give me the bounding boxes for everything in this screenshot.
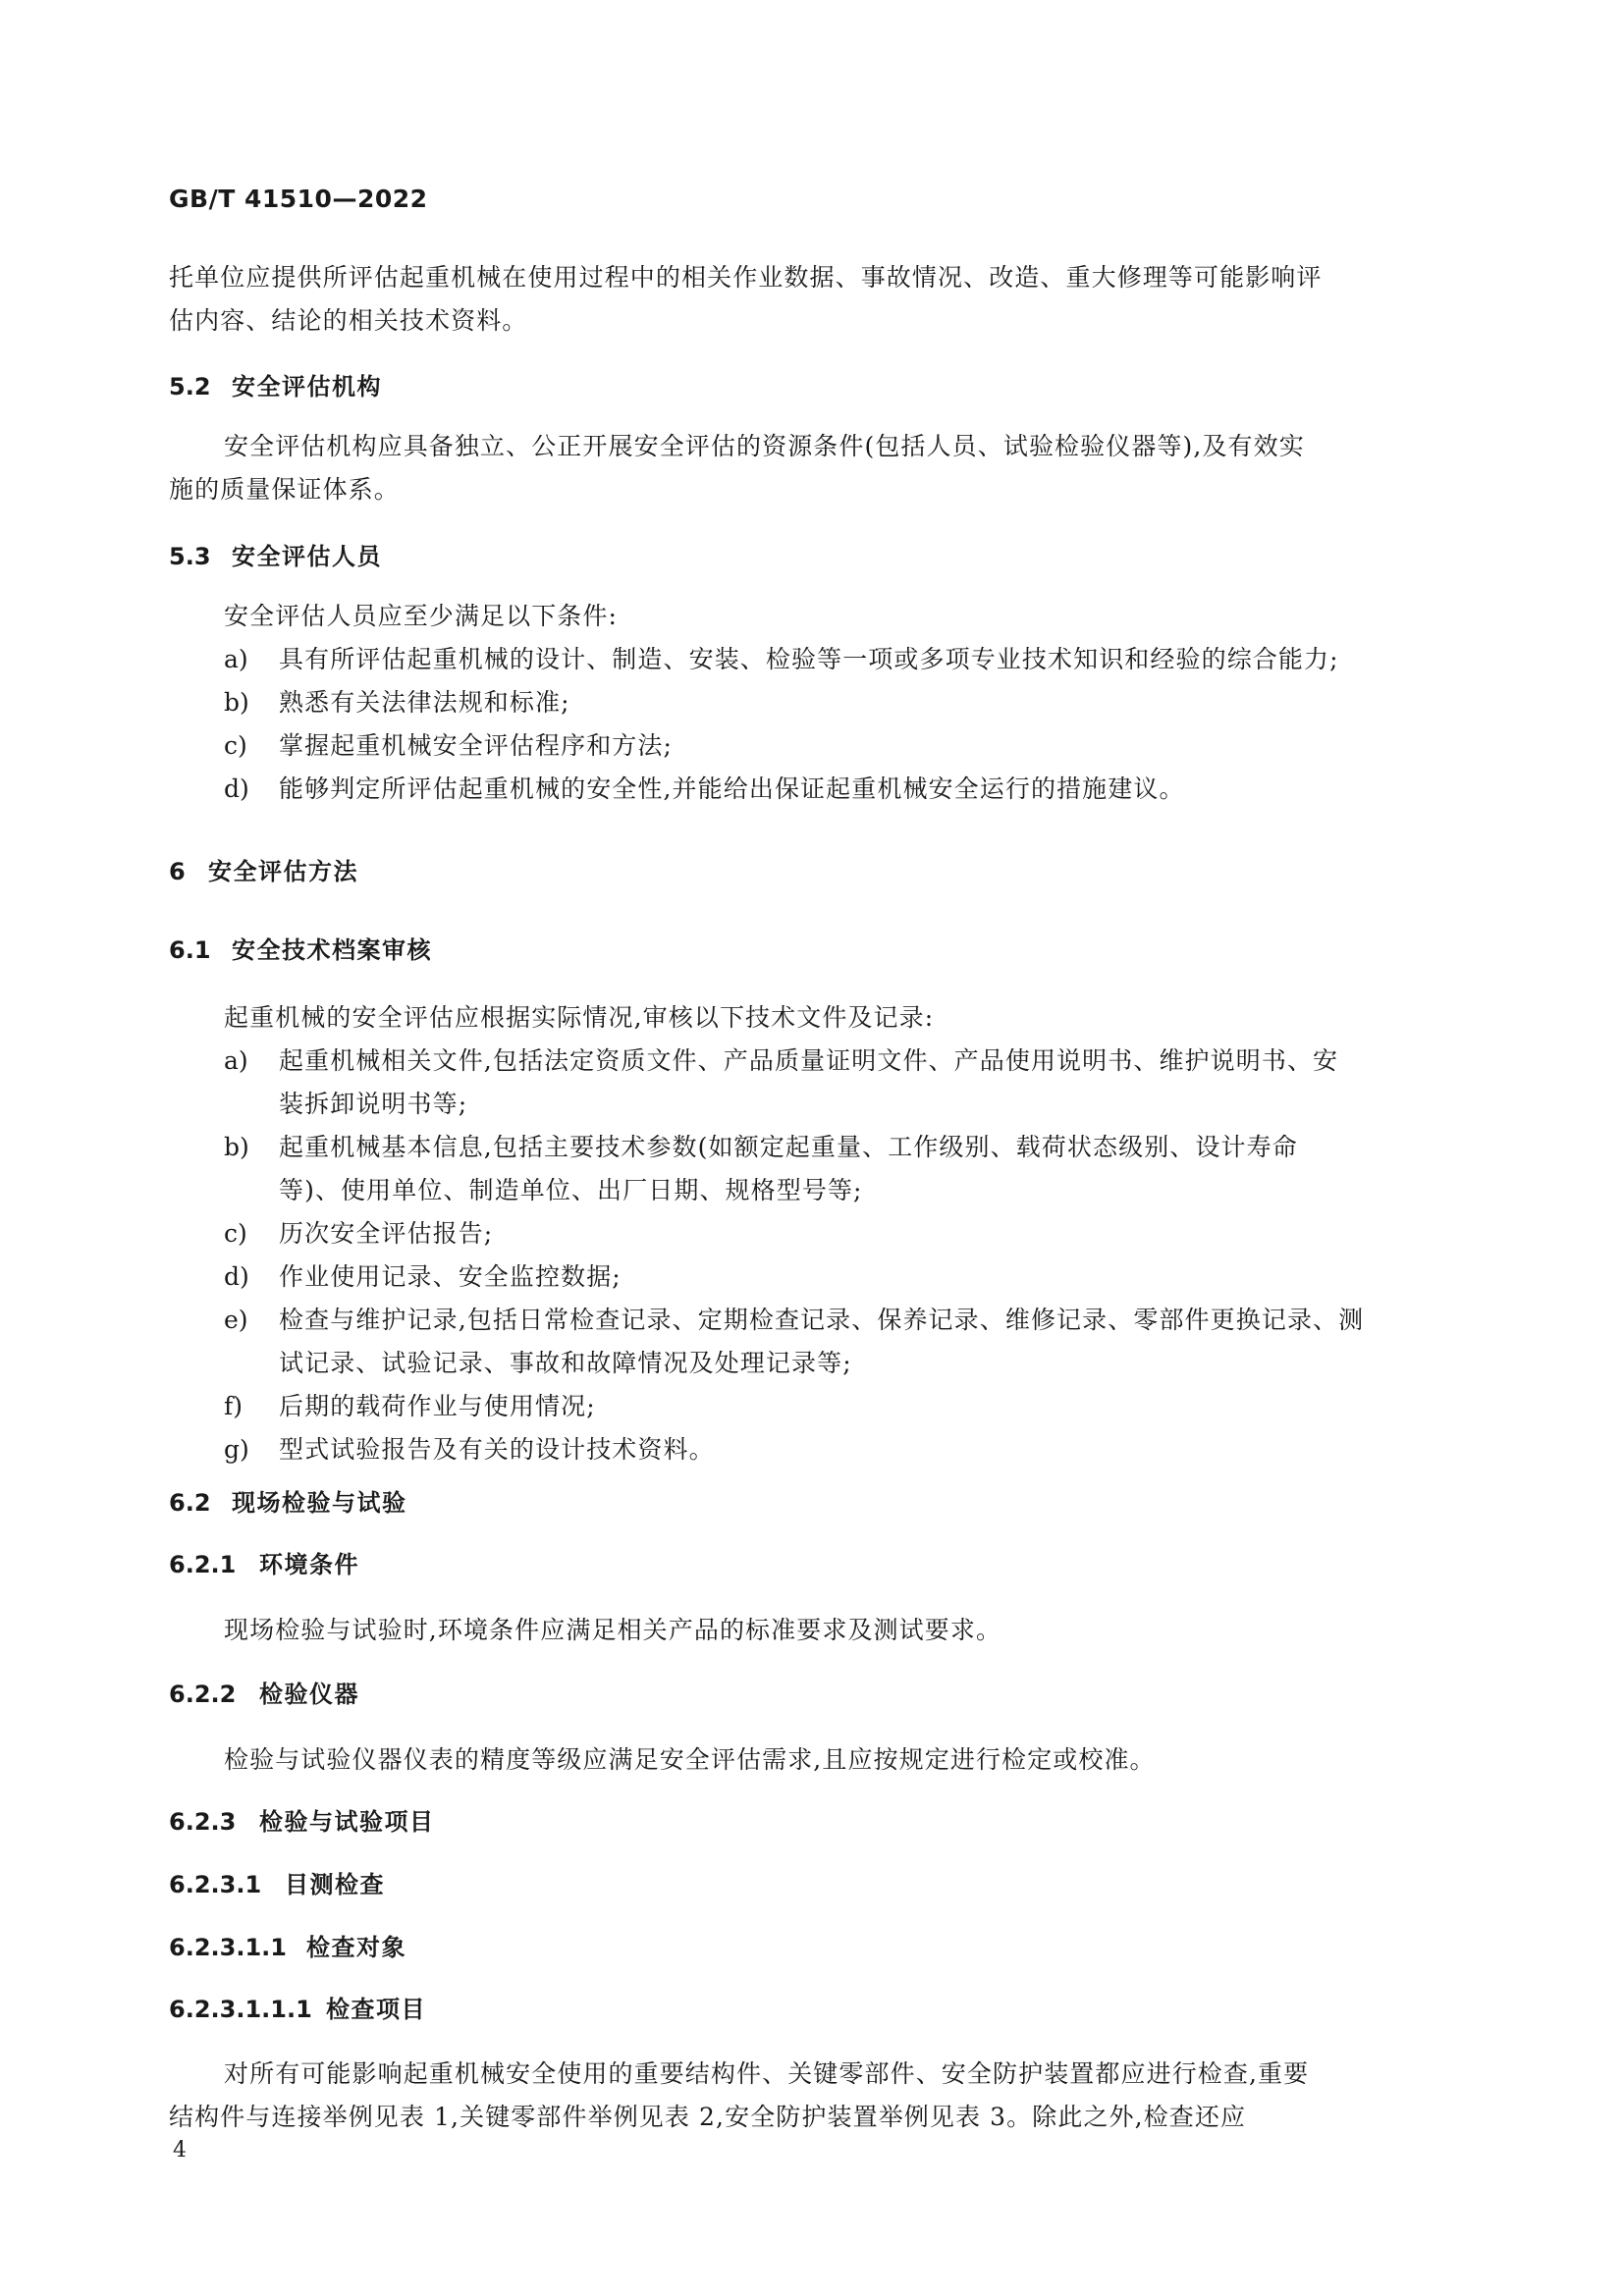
- list-item-label: a): [224, 645, 248, 673]
- list-item-text: 历次安全评估报告;: [279, 1219, 494, 1248]
- section-number: 6.2.1: [169, 1551, 237, 1578]
- section-title: 安全评估机构: [232, 373, 382, 400]
- paragraph-line: 检验与试验仪器仪表的精度等级应满足安全评估需求,且应按规定进行检定或校准。: [224, 1745, 1156, 1774]
- section-title: 检验仪器: [259, 1681, 359, 1708]
- list-item-text: 能够判定所评估起重机械的安全性,并能给出保证起重机械安全运行的措施建议。: [279, 774, 1185, 803]
- paragraph-line: 对所有可能影响起重机械安全使用的重要结构件、关键零部件、安全防护装置都应进行检查,重要: [224, 2059, 1310, 2088]
- page-number: 4: [173, 2138, 187, 2163]
- list-item-label: e): [224, 1306, 248, 1334]
- list-item-text: 起重机械基本信息,包括主要技术参数(如额定起重量、工作级别、载荷状态级别、设计寿命: [279, 1133, 1298, 1161]
- section-number: 6.2.3: [169, 1808, 237, 1836]
- section-heading-5-2: [169, 373, 382, 401]
- list-item-label: d): [224, 774, 249, 803]
- section-title: 检验与试验项目: [259, 1808, 435, 1836]
- section-title: 目测检查: [285, 1871, 385, 1898]
- section-number: 6.2.2: [169, 1681, 237, 1708]
- list-item-text: 熟悉有关法律法规和标准;: [279, 688, 570, 717]
- list-item-text: 起重机械相关文件,包括法定资质文件、产品质量证明文件、产品使用说明书、维护说明书、安: [279, 1046, 1339, 1075]
- section-title: 安全评估人员: [232, 543, 382, 570]
- list-item-text: 后期的载荷作业与使用情况;: [279, 1392, 596, 1420]
- section-heading-6-2-1: [169, 1551, 359, 1579]
- section-number: 6.1: [169, 936, 211, 964]
- list-item-label: f): [224, 1392, 243, 1420]
- paragraph-line: 估内容、结论的相关技术资料。: [169, 306, 528, 335]
- section-title: 检查对象: [306, 1934, 406, 1961]
- section-title: 环境条件: [259, 1551, 359, 1578]
- list-item-text: 掌握起重机械安全评估程序和方法;: [279, 731, 674, 760]
- section-heading-6-2-3-1-1: [169, 1934, 406, 1962]
- list-item-text: 检查与维护记录,包括日常检查记录、定期检查记录、保养记录、维修记录、零部件更换记录、测: [279, 1306, 1365, 1334]
- list-item-label: a): [224, 1046, 248, 1075]
- section-number: 5.2: [169, 373, 211, 400]
- list-item-label: c): [224, 731, 247, 760]
- section-title: 检查项目: [326, 1996, 426, 2023]
- paragraph-line: 起重机械的安全评估应根据实际情况,审核以下技术文件及记录:: [224, 1003, 935, 1032]
- section-number: 6: [169, 858, 186, 885]
- paragraph-line: 托单位应提供所评估起重机械在使用过程中的相关作业数据、事故情况、改造、重大修理等可能影响评: [169, 263, 1323, 292]
- list-item-text: 等)、使用单位、制造单位、出厂日期、规格型号等;: [279, 1176, 863, 1204]
- section-number: 6.2.3.1.1.1: [169, 1996, 312, 2023]
- section-heading-6: [169, 858, 358, 886]
- section-heading-6-2-3-1: [169, 1871, 385, 1899]
- section-title: 安全技术档案审核: [232, 936, 432, 964]
- section-heading-6-2-3-1-1-1: [169, 1996, 426, 2024]
- section-heading-6-2-2: [169, 1681, 359, 1709]
- list-item-text: 装拆卸说明书等;: [279, 1090, 468, 1118]
- section-heading-6-2-3: [169, 1808, 435, 1837]
- section-heading-6-1: [169, 936, 432, 965]
- section-number: 6.2: [169, 1489, 211, 1517]
- list-item-label: b): [224, 688, 249, 717]
- section-number: 6.2.3.1.1: [169, 1934, 287, 1961]
- list-item-label: d): [224, 1262, 249, 1291]
- list-item-label: c): [224, 1219, 247, 1248]
- paragraph-line: 安全评估人员应至少满足以下条件:: [224, 602, 619, 630]
- paragraph-line: 现场检验与试验时,环境条件应满足相关产品的标准要求及测试要求。: [224, 1616, 1002, 1644]
- section-number: 6.2.3.1: [169, 1871, 262, 1898]
- list-item-text: 型式试验报告及有关的设计技术资料。: [279, 1435, 715, 1464]
- paragraph-line: 施的质量保证体系。: [169, 475, 400, 504]
- section-heading-5-3: [169, 543, 382, 571]
- section-title: 安全评估方法: [208, 858, 358, 885]
- list-item-text: 具有所评估起重机械的设计、制造、安装、检验等一项或多项专业技术知识和经验的综合能力;: [279, 645, 1339, 673]
- paragraph-line: 安全评估机构应具备独立、公正开展安全评估的资源条件(包括人员、试验检验仪器等),及有效实: [224, 432, 1305, 460]
- section-number: 5.3: [169, 543, 211, 570]
- section-heading-6-2: [169, 1489, 407, 1518]
- standard-code: GB/T 41510—2022: [169, 185, 428, 213]
- section-title: 现场检验与试验: [232, 1489, 407, 1517]
- list-item-label: g): [224, 1435, 249, 1464]
- list-item-text: 作业使用记录、安全监控数据;: [279, 1262, 622, 1291]
- list-item-label: b): [224, 1133, 249, 1161]
- paragraph-line: 结构件与连接举例见表 1,关键零部件举例见表 2,安全防护装置举例见表 3。除此之外,检查还应: [169, 2103, 1247, 2131]
- list-item-text: 试记录、试验记录、事故和故障情况及处理记录等;: [279, 1349, 852, 1377]
